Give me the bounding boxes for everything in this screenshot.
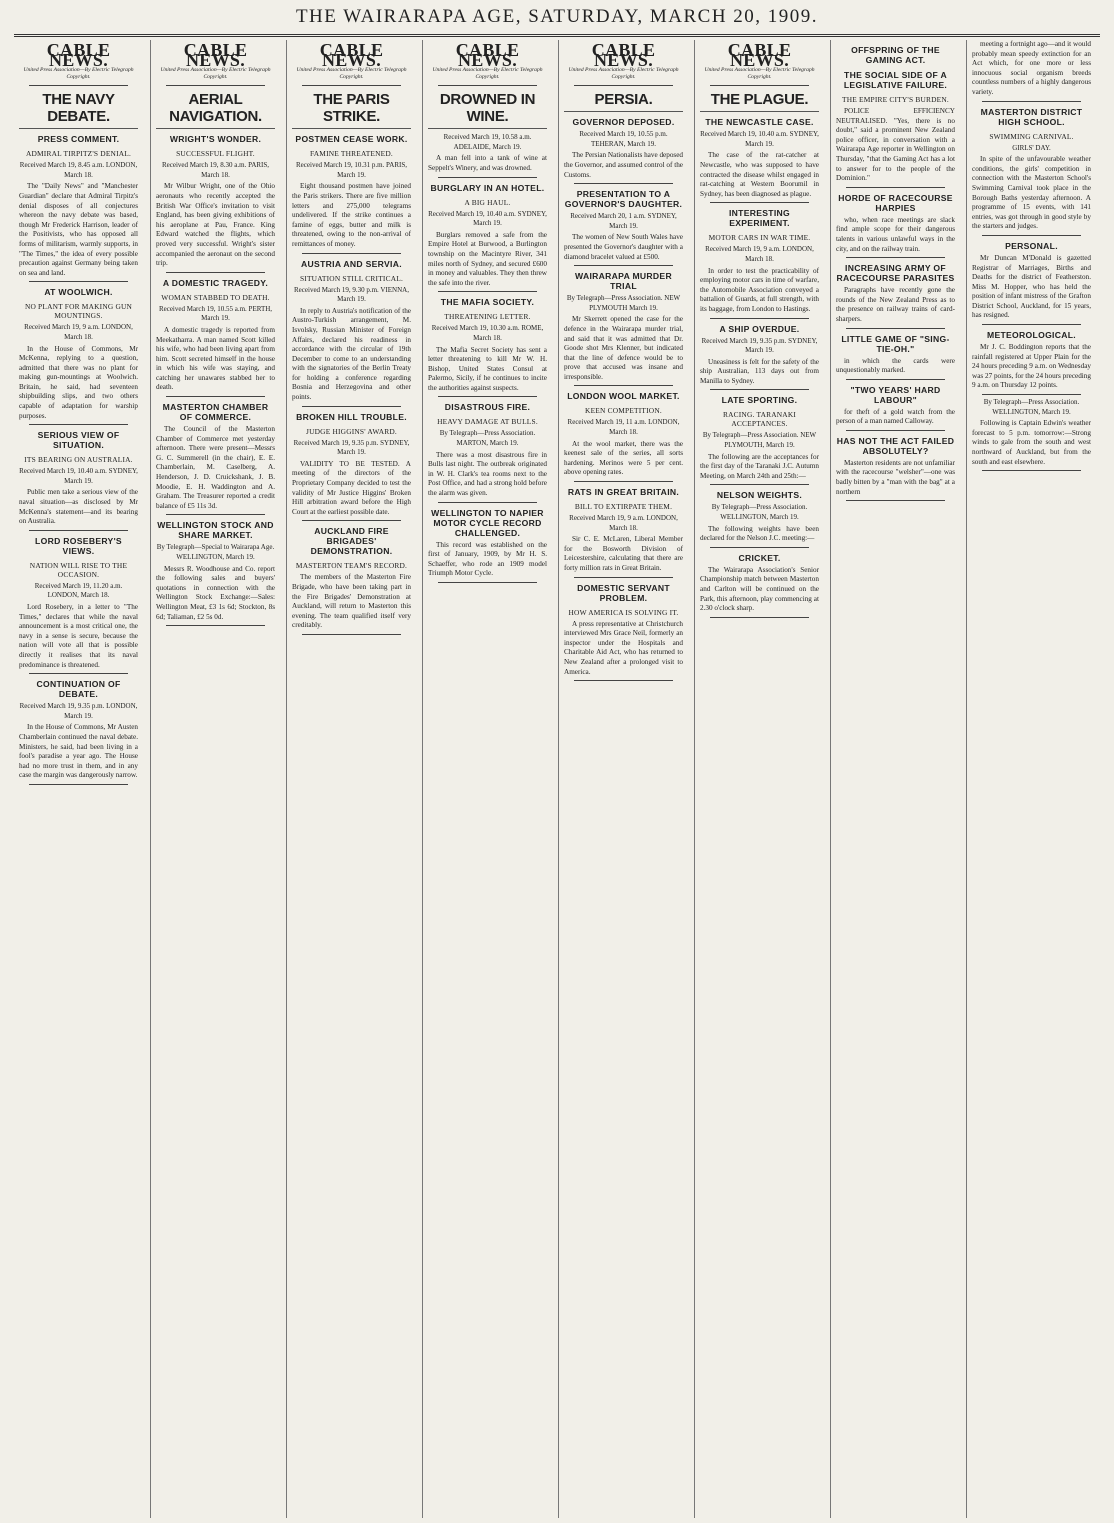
column-2 — [150, 40, 279, 1518]
section-rule — [302, 406, 401, 407]
cable-news-flag: CABLE NEWS. — [46, 40, 111, 70]
article-body: The following are the acceptances for the first day of the Taranaki J.C. Autumn Meeting, on March 24th and 25th:— — [700, 452, 819, 480]
article-body: A man fell into a tank of wine at Seppelt's Winery, and was drowned. — [428, 154, 547, 172]
section-subheading: HOW AMERICA IS SOLVING IT. — [568, 607, 679, 617]
column-rule — [710, 85, 809, 86]
dateline: Received March 19, 9.30 p.m. VIENNA, March 19. — [294, 285, 409, 304]
section-heading: INTERESTING EXPERIMENT. — [728, 208, 791, 229]
dateline: Received March 19, 9 a.m. LONDON, March 18. — [24, 323, 133, 341]
cable-news-flag: CABLE NEWS. — [455, 40, 520, 70]
section-subheading: NATION WILL RISE TO THE OCCASION. — [29, 560, 128, 579]
column-8 — [966, 40, 1095, 1518]
dateline: Received March 19, 10.30 a.m. ROME, March 18. — [431, 324, 544, 342]
dateline: Received March 19, 9 a.m. LONDON, March 18. — [569, 514, 678, 532]
section-rule — [166, 272, 265, 273]
dateline: By Telegraph—Special to Wairarapa Age. WELLINGTON, March 19. — [156, 543, 275, 561]
article-body: VALIDITY TO BE TESTED. A meeting of the directors of the Proprietary Company decided to test the validity of Mr Justice Higgins' Broken Hill arbitration award before the High Court at the earliest possible date. — [292, 459, 411, 516]
section-heading: WRIGHT'S WONDER. — [169, 134, 262, 145]
section-rule — [166, 625, 265, 626]
article-body: Masterton residents are not unfamiliar with the racecourse "welsher"—one was badly bitten by a "man with the bag" at a northern — [836, 458, 955, 496]
section-rule — [846, 257, 945, 258]
column-headline: PERSIA. — [564, 91, 683, 112]
section-heading: RATS IN GREAT BRITAIN. — [567, 487, 680, 498]
dateline: Received March 19, 11.20 a.m. LONDON, March 18. — [34, 581, 123, 600]
article-body: Mr Skerrett opened the case for the defence in the Wairarapa murder trial, and said that it was admitted that Dr. Goode shot Mrs Klenner, but indicated that the line of defence would be to prove that accused was insane and irresponsible. — [564, 315, 683, 381]
section-heading: DOMESTIC SERVANT PROBLEM. — [577, 582, 670, 603]
section-heading: LONDON WOOL MARKET. — [567, 391, 680, 402]
section-rule — [982, 235, 1081, 236]
section-heading: "TWO YEARS' HARD LABOUR" — [850, 384, 941, 405]
section-rule — [982, 394, 1081, 395]
article-body: Burglars removed a safe from the Empire Hotel at Burwood, a Burlington township on the Macintyre River, 341 miles north of Sydney, and secured £600 in money and valuables. They then threw the safe into the river. — [428, 230, 547, 287]
dateline: Received March 19, 10.40 a.m. SYDNEY, March 19. — [428, 209, 547, 228]
dateline: Received March 19, 10.58 a.m. ADELAIDE, March 19. — [443, 133, 532, 151]
article-body: In the House of Commons, Mr McKenna, replying to a question, admitted that there was no plant for making gun-mountings at Woolwich. Britain, he said, had seventeen shipbuilding slips, and two others capable of adaptation for warship purposes. — [19, 344, 138, 420]
section-rule — [29, 281, 128, 282]
article-body: The women of New South Wales have presented the Governor's daughter with a diamond bracelet valued at £500. — [564, 233, 683, 261]
column-headline: OFFSPRING OF THE GAMING ACT. — [851, 45, 940, 65]
section-heading: NELSON WEIGHTS. — [716, 490, 803, 501]
article-body: A press representative at Christchurch interviewed Mrs Grace Neil, formerly an inspector under the Hospitals and Charitable Aid Act, who has returned to New Zealand after a prolonged visit to America. — [564, 619, 683, 676]
dateline: Received March 19, 10.40 a.m. SYDNEY, March 19. — [19, 467, 138, 485]
section-subheading: ITS BEARING ON AUSTRALIA. — [24, 455, 133, 465]
section-heading: AUCKLAND FIRE BRIGADES' DEMONSTRATION. — [310, 526, 393, 557]
section-rule — [574, 481, 673, 482]
article-body: The "Daily News" and "Manchester Guardian" declare that Admiral Tirpitz's denial disposes of all conjectures whereon the navy debate was based, though Mr Frederick Harrison, leader of the Positivists, who has opposed all forms of militarism, warmly supports, in "The Times," the idea of every possible precaution against Germany being taken on sea and land. — [19, 182, 138, 277]
cable-news-flag: CABLE NEWS. — [591, 40, 656, 70]
article-body: who, when race meetings are slack find ample scope for their dangerous talents in various unlawful ways in the city, and on the railway train. — [836, 215, 955, 253]
cable-news-flag: CABLE NEWS. — [183, 40, 248, 70]
article-body: This record was established on the first of January, 1909, by Mr H. S. Schaeffer, who rode an 1909 model Triumph Motor Cycle. — [428, 540, 547, 578]
article-body: Following is Captain Edwin's weather forecast to 5 p.m. tomorrow:—Strong winds to gale from the south and west northward of Auckland, but from the south and east elsewhere. — [972, 419, 1091, 466]
section-heading: METEOROLOGICAL. — [986, 330, 1076, 341]
column-7 — [830, 40, 959, 1518]
agency-credit: United Press Association—By Electric Telegraph Copyright. — [432, 67, 543, 81]
dateline: Received March 19, 10.40 a.m. SYDNEY, March 19. — [700, 130, 819, 148]
section-rule — [574, 385, 673, 386]
column-3 — [286, 40, 415, 1518]
section-rule — [710, 318, 809, 319]
section-subheading: THE EMPIRE CITY'S BURDEN. — [842, 95, 949, 104]
section-rule — [982, 470, 1081, 471]
section-heading: THE SOCIAL SIDE OF A LEGISLATIVE FAILURE. — [843, 70, 948, 90]
section-heading: MASTERTON CHAMBER OF COMMERCE. — [162, 402, 269, 423]
article-body: In spite of the unfavourable weather conditions, the girls' competition in connection with the Masterton School's Swimming Carnival took place in the Borough Baths yesterday afternoon. A programme of 15 events, with 141 entries, was got through in good style by the starters and judges. — [972, 155, 1091, 231]
column-4 — [422, 40, 551, 1518]
section-subheading: WOMAN STABBED TO DEATH. — [161, 292, 270, 302]
section-heading: A SHIP OVERDUE. — [719, 323, 800, 334]
article-body: POLICE EFFICIENCY NEUTRALISED. "Yes, there is no doubt," said a prominent New Zealand police officer, in conversation with a Wairarapa Age reporter in Wellington on Thursday, "that the Gaming Act has a lot to answer for to the people of the Dominion." — [836, 107, 955, 183]
dateline: Received March 19, 9 a.m. LONDON, March 18. — [705, 245, 814, 263]
section-heading: CONTINUATION OF DEBATE. — [36, 679, 121, 700]
section-subheading: SWIMMING CARNIVAL. — [989, 131, 1074, 141]
section-rule — [710, 617, 809, 618]
section-rule — [710, 202, 809, 203]
section-rule — [29, 673, 128, 674]
column-rule — [166, 85, 265, 86]
article-body: The following weights have been declared for the Nelson J.C. meeting:— — [700, 524, 819, 543]
section-rule — [574, 265, 673, 266]
section-heading: PRESENTATION TO A GOVERNOR'S DAUGHTER. — [564, 189, 683, 210]
article-body: In the House of Commons, Mr Austen Chamberlain continued the naval debate. Ministers, he said, had been living in a fool's paradise a year ago. The House had no more trust in them, and in any case the margin was dangerously narrow. — [19, 723, 138, 780]
article-body: At the wool market, there was the keenest sale of the series, all sorts hardening. Merinos were 5 per cent. above opening rates. — [564, 439, 683, 477]
agency-credit: United Press Association—By Electric Telegraph Copyright. — [704, 67, 815, 81]
section-subheading: NO PLANT FOR MAKING GUN MOUNTINGS. — [24, 302, 133, 321]
column-6 — [694, 40, 823, 1518]
dateline: Received March 19, 8.30 a.m. PARIS, March 18. — [161, 161, 270, 179]
article-body: In reply to Austria's notification of the Austro-Turkish arrangement, M. Isvolsky, Russian Minister of Foreign Affairs, declared his readiness in accordance with the circular of 19th December to come to an understanding with the signatories of the Berlin Treaty for holding a conference regarding Bosnia and Herzegovina and other points. — [292, 306, 411, 402]
section-rule — [29, 784, 128, 785]
section-rule — [710, 484, 809, 485]
article-body: Sir C. E. McLaren, Liberal Member for the Bosworth Division of Leicestershire, calculating that there are forty million rats in Great Britain. — [564, 535, 683, 572]
section-rule — [302, 520, 401, 521]
section-rule — [982, 324, 1081, 325]
section-rule — [710, 389, 809, 390]
section-heading: WAIRARAPA MURDER TRIAL — [575, 271, 672, 292]
column-headline: THE NAVY DEBATE. — [19, 91, 138, 129]
article-body: Uneasiness is felt for the safety of the ship Australian, 113 days out from Manilla to Sydney. — [700, 357, 819, 385]
dateline: Received March 19, 11 a.m. LONDON, March 18. — [567, 418, 680, 437]
section-rule — [166, 514, 265, 515]
dateline: Received March 19, 10.31 p.m. PARIS, March 19. — [296, 161, 407, 179]
section-heading: SERIOUS VIEW OF SITUATION. — [37, 430, 120, 451]
column-headline: THE PARIS STRIKE. — [292, 91, 411, 129]
section-heading: AT WOOLWICH. — [44, 287, 113, 298]
section-heading: THE NEWCASTLE CASE. — [705, 117, 814, 128]
article-body: Messrs R. Woodhouse and Co. report the following sales and buyers' quotations in connection with the Wellington Stock Exchange:—Sales: Wellington Meat, £3 1s 6d; Stockton, 8s 6d; Taliaman, £2 5s 0d. — [156, 564, 275, 621]
section-heading: THE MAFIA SOCIETY. — [440, 297, 535, 308]
article-body: The members of the Masterton Fire Brigade, who have been taking part in the Fire Brigades' Demonstration at Auckland, will return to Masterton this evening. The team qualified itself very creditably. — [292, 573, 411, 630]
section-rule — [574, 183, 673, 184]
section-subheading: JUDGE HIGGINS' AWARD. — [306, 426, 397, 436]
section-rule — [574, 680, 673, 681]
agency-credit: United Press Association—By Electric Telegraph Copyright. — [296, 67, 407, 81]
columns-container — [14, 40, 1104, 1518]
article-body: Public men take a serious view of the naval situation—as disclosed by Mr McKenna's statement—and its bearing on Australia. — [19, 488, 138, 526]
section-subheading: BILL TO EXTIRPATE THEM. — [574, 502, 673, 512]
section-heading: HAS NOT THE ACT FAILED ABSOLUTELY? — [836, 435, 955, 456]
article-body: Eight thousand postmen have joined the Paris strikers. There are five million letters and 275,000 telegrams undelivered. If the strike continues a famine of eggs, butter and milk is threatened, owing to the non-arrival of remittances of money. — [292, 182, 411, 248]
article-body: for theft of a gold watch from the person of a man named Calloway. — [836, 407, 955, 426]
dateline: Received March 19, 9.35 p.m. LONDON, March 19. — [19, 702, 138, 720]
article-body: There was a most disastrous fire in Bulls last night. The outbreak originated in W. H. Clark's tea rooms next to the Post Office, and had a strong hold before the alarm was given. — [428, 450, 547, 498]
article-body: The Council of the Masterton Chamber of Commerce met yesterday afternoon. There were present—Messrs G. C. Summerell (in the chair), E. E. Chamberlain, M. Caselberg, A. Henderson, J. D. Cruickshank, J. B. Moodie, E. H. Waddington and A. Graham. The Treasurer reported a credit balance of £5 11s 3d. — [156, 425, 275, 510]
section-heading: LITTLE GAME OF "SING-TIE-OH." — [841, 333, 950, 354]
section-rule — [302, 634, 401, 635]
agency-credit: United Press Association—By Electric Telegraph Copyright. — [23, 67, 134, 81]
section-subheading: RACING. TARANAKI ACCEPTANCES. — [722, 410, 797, 429]
section-rule — [574, 577, 673, 578]
dateline: GIRLS' DAY. — [1012, 143, 1051, 152]
section-heading: INCREASING ARMY OF RACECOURSE PARASITES — [836, 263, 955, 284]
section-heading: BROKEN HILL TROUBLE. — [296, 411, 407, 422]
column-5 — [558, 40, 687, 1518]
article-body: The case of the rat-catcher at Newcastle, who was supposed to have contracted the disease whilst engaged in rat-catching at Western Boorumil in Sydney, has been diagnosed as plague. — [700, 151, 819, 198]
dateline: By Telegraph—Press Association. WELLINGTON, March 19. — [711, 503, 808, 522]
section-heading: AUSTRIA AND SERVIA. — [301, 258, 402, 269]
column-rule — [302, 85, 401, 86]
section-heading: LORD ROSEBERY'S VIEWS. — [35, 535, 122, 556]
section-heading: BURGLARY IN AN HOTEL. — [430, 182, 545, 193]
section-subheading: FAMINE THREATENED. — [310, 149, 393, 159]
dateline: By Telegraph—Press Association. MARTON, March 19. — [439, 429, 536, 448]
section-rule — [438, 582, 537, 583]
cable-news-flag: CABLE NEWS. — [319, 40, 384, 70]
section-rule — [846, 430, 945, 431]
section-rule — [29, 424, 128, 425]
section-heading: CRICKET. — [738, 552, 781, 563]
column-rule — [438, 85, 537, 86]
section-rule — [438, 396, 537, 397]
section-heading: HORDE OF RACECOURSE HARPIES — [838, 192, 953, 213]
section-subheading: THREATENING LETTER. — [444, 312, 531, 322]
section-subheading: KEEN COMPETITION. — [585, 406, 662, 416]
agency-credit: United Press Association—By Electric Telegraph Copyright. — [568, 67, 679, 81]
section-heading: POSTMEN CEASE WORK. — [295, 134, 408, 145]
column-1 — [14, 40, 142, 1518]
article-body: Mr Wilbur Wright, one of the Ohio aeronauts who recently accepted the British War Office's invitation to visit England, has been giving exhibitions of his aeroplane at Pau, France. King Edward watched the flights, which proved very successful. Wright's sister accompanied the aeronaut on the second trip. — [156, 182, 275, 268]
section-rule — [846, 328, 945, 329]
column-rule — [574, 85, 673, 86]
section-rule — [846, 500, 945, 501]
article-body: Lord Rosebery, in a letter to "The Times," declares that while the naval announcement is a most critical one, the navy in a sense is secure, because the nation will vote all that is possible directly it realises that its naval predominance is threatened. — [19, 603, 138, 669]
article-body: A domestic tragedy is reported from Meekatharra. A man named Scott killed his wife, who had been living apart from him. Scott secreted himself in the house in which his wife was staying, and catching her unawares stabbed her to death. — [156, 325, 275, 392]
section-heading: A DOMESTIC TRAGEDY. — [162, 277, 269, 288]
section-rule — [302, 253, 401, 254]
section-rule — [846, 379, 945, 380]
column-headline: DROWNED IN WINE. — [428, 91, 547, 129]
section-rule — [438, 177, 537, 178]
dateline: Received March 20, 1 a.m. SYDNEY, March 19. — [570, 212, 677, 230]
article-body: The Mafia Secret Society has sent a letter threatening to kill Mr W. H. Bishop, United States Consul at Palermo, Sicily, if he continues to incite the authorities against suspects. — [428, 345, 547, 392]
dateline: Received March 19, 9.35 p.m. SYDNEY, March 19. — [293, 438, 410, 457]
dateline: Received March 19, 9.35 p.m. SYDNEY, March 19. — [701, 336, 818, 355]
section-rule — [438, 291, 537, 292]
section-subheading: A BIG HAUL. — [464, 197, 511, 207]
section-subheading: ADMIRAL TIRPITZ'S DENIAL. — [25, 149, 132, 159]
column-rule — [29, 85, 128, 86]
section-heading: LATE SPORTING. — [721, 395, 798, 406]
dateline: Received March 19, 10.55 p.m. TEHERAN, March 19. — [579, 130, 668, 148]
article-body: The Persian Nationalists have deposed the Governor, and assumed control of the Customs. — [564, 151, 683, 179]
section-heading: MASTERTON DISTRICT HIGH SCHOOL. — [980, 106, 1083, 127]
dateline: By Telegraph—Press Association. NEW PLYMOUTH March 19. — [566, 294, 681, 312]
article-body: In order to test the practicability of employing motor cars in time of warfare, the Automobile Association conveyed a battalion of Guards, at full strength, with its baggage, from London to Hastings. — [700, 266, 819, 313]
dateline: Received March 19, 8.45 a.m. LONDON, March 18. — [19, 161, 138, 179]
column-headline: THE PLAGUE. — [700, 91, 819, 112]
section-subheading: MASTERTON TEAM'S RECORD. — [295, 561, 408, 571]
section-rule — [982, 101, 1081, 102]
article-body: Paragraphs have recently gone the rounds of the New Zealand Press as to the presence on railway trains of card-sharpers. — [836, 286, 955, 323]
masthead: THE WAIRARAPA AGE, SATURDAY, MARCH 20, 1909. — [14, 6, 1100, 37]
section-rule — [166, 396, 265, 397]
section-heading: DISASTROUS FIRE. — [444, 402, 531, 413]
section-subheading: MOTOR CARS IN WAR TIME. — [708, 233, 811, 243]
cable-news-flag: CABLE NEWS. — [727, 40, 792, 70]
section-heading: PRESS COMMENT. — [37, 134, 120, 145]
section-rule — [438, 502, 537, 503]
section-subheading: SITUATION STILL CRITICAL. — [299, 273, 404, 283]
article-body: Mr Duncan M'Donald is gazetted Registrar of Marriages, Births and Deaths for the district of Featherston. Miss M. Hopper, who has held the position of infant mistress of the Grafton District School, Auckland, for 15 years, has resigned. — [972, 253, 1091, 320]
section-rule — [29, 530, 128, 531]
section-rule — [846, 187, 945, 188]
article-body: Mr J. C. Boddington reports that the rainfall registered at Upper Plain for the 24 hours preceding 9 a.m. on Wednesday was 27 points, for the 24 hours preceding 9 a.m. on Thursday 12 points. — [972, 343, 1091, 390]
column-headline: AERIAL NAVIGATION. — [156, 91, 275, 129]
dateline: Received March 19, 10.55 a.m. PERTH, March 19. — [158, 304, 273, 323]
section-subheading: SUCCESSFUL FLIGHT. — [176, 149, 255, 159]
article-body: meeting a fortnight ago—and it would probably mean speedy extinction for an Act which, for one more or less innocuous social organism breeds countless numbers of a highly dangerous variety. — [972, 40, 1091, 96]
section-subheading: HEAVY DAMAGE AT BULLS. — [437, 417, 538, 427]
dateline: By Telegraph—Press Association. NEW PLYMOUTH, March 19. — [702, 431, 817, 450]
section-heading: PERSONAL. — [1005, 240, 1058, 251]
section-heading: WELLINGTON STOCK AND SHARE MARKET. — [157, 520, 274, 541]
article-body: in which the cards were unquestionably marked. — [836, 356, 955, 375]
agency-credit: United Press Association—By Electric Telegraph Copyright. — [160, 67, 271, 81]
dateline: By Telegraph—Press Association. WELLINGTON, March 19. — [983, 398, 1080, 416]
section-heading: WELLINGTON TO NAPIER MOTOR CYCLE RECORD CHALLENGED. — [431, 507, 544, 538]
section-heading: GOVERNOR DEPOSED. — [572, 117, 675, 128]
article-body: The Wairarapa Association's Senior Championship match between Masterton and Carlton will be continued on the Park, this afternoon, play commencing at 2.30 o'clock sharp. — [700, 565, 819, 613]
section-rule — [710, 547, 809, 548]
